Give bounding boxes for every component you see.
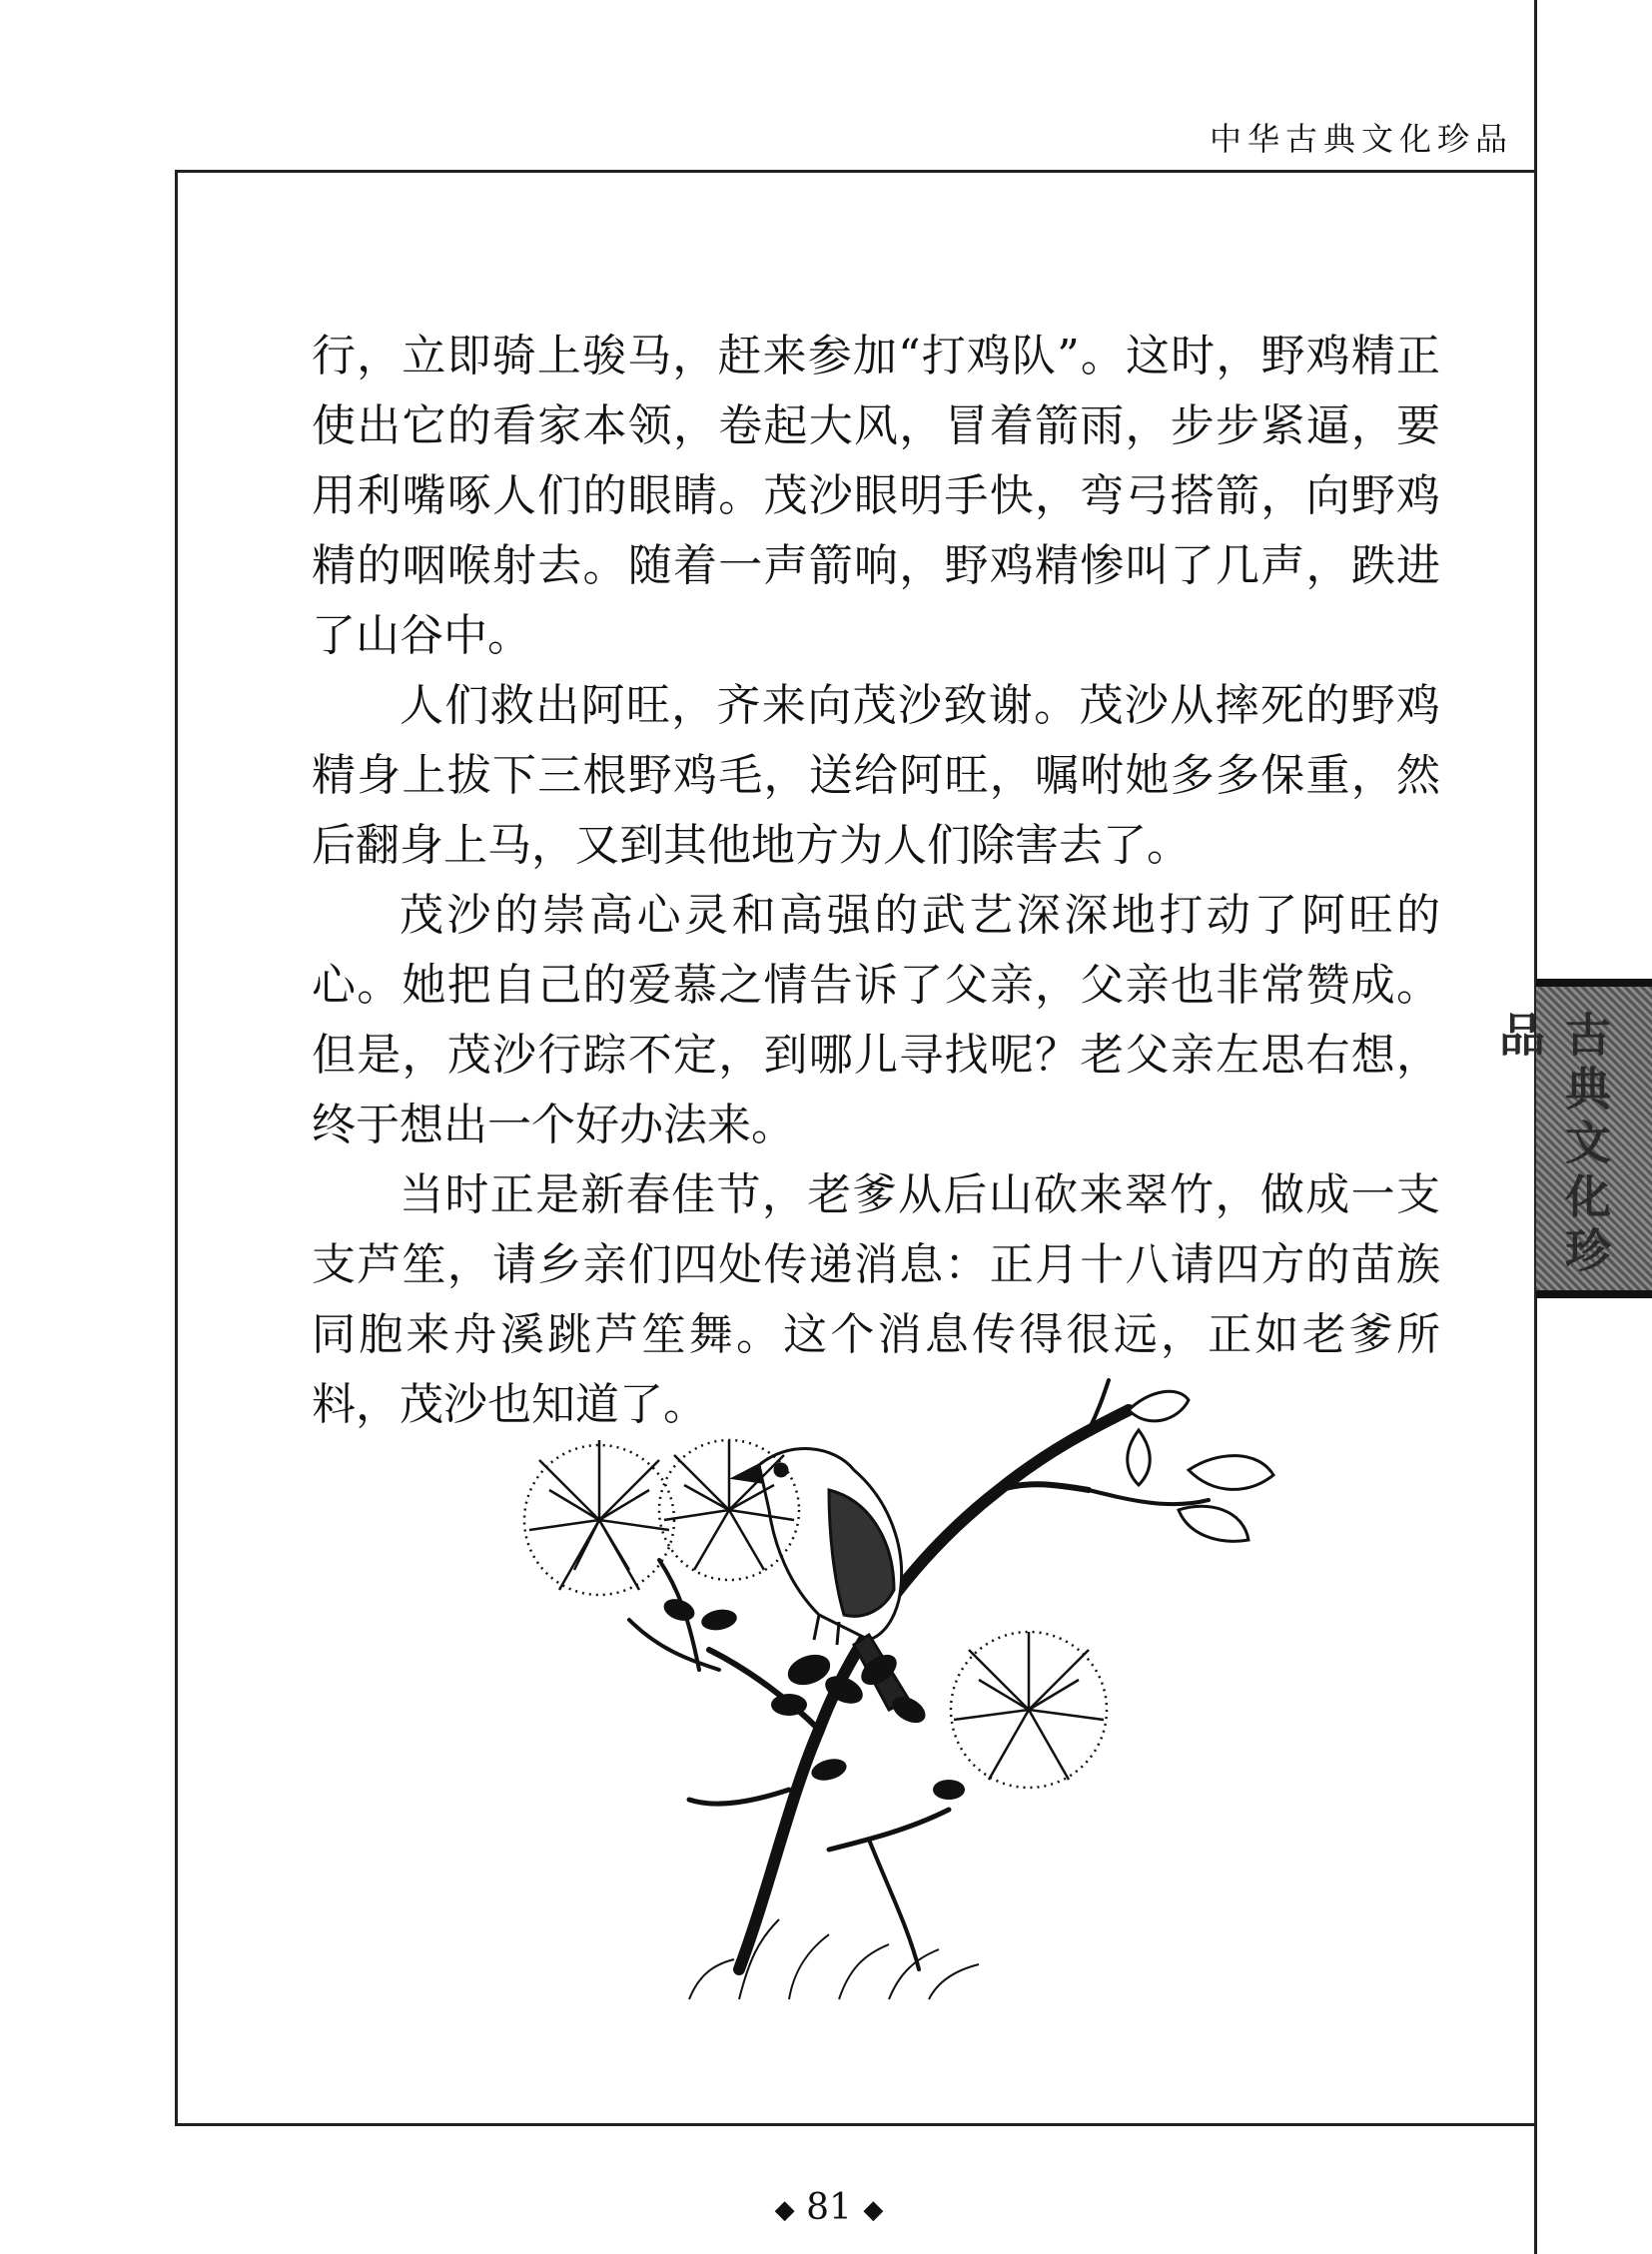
paragraph-3: 茂沙的崇高心灵和高强的武艺深深地打动了阿旺的心。她把自己的爱慕之情告诉了父亲，父亲也非常赞成。但是，茂沙行踪不定，到哪儿寻找呢？老父亲左思右想，终于想出一个好办法来。 [312, 890, 1440, 1150]
flower-3 [951, 1632, 1107, 1788]
bird-chrysanthemum-illustration [489, 1370, 1298, 2001]
page-number-footer [759, 2187, 899, 2228]
flower-1 [524, 1440, 674, 1595]
page-number: 81 [806, 2187, 852, 2228]
paragraph-4: 当时正是新春佳节，老爹从后山砍来翠竹，做成一支支芦笙，请乡亲们四处传递消息：正月十八请四方的苗族同胞来舟溪跳芦笙舞。这个消息传得很远，正如老爹所料，茂沙也知道了。 [312, 1169, 1440, 1430]
running-header: 中华古典文化珍品 [1209, 120, 1513, 158]
paragraph-2: 人们救出阿旺，齐来向茂沙致谢。茂沙从摔死的野鸡精身上拔下三根野鸡毛，送给阿旺，嘱咐她多多保重，然后翻身上马，又到其他地方为人们除害去了。 [312, 680, 1440, 871]
body-text [312, 322, 1440, 1440]
side-thumb-tab [1492, 979, 1652, 1298]
ornament-right: ◆ [863, 2195, 884, 2225]
ornament-left: ◆ [774, 2195, 795, 2225]
paragraph-1: 行，立即骑上骏马，赶来参加“打鸡队”。这时，野鸡精正使出它的看家本领，卷起大风，冒着箭雨，步步紧逼，要用利嘴啄人们的眼睛。茂沙眼明手快，弯弓搭箭，向野鸡精的咽喉射去。随着一声箭响，野鸡精惨叫了几声，跌进了山谷中。 [312, 331, 1440, 661]
side-tab-text: 古典文化珍品 [1492, 1011, 1612, 1280]
